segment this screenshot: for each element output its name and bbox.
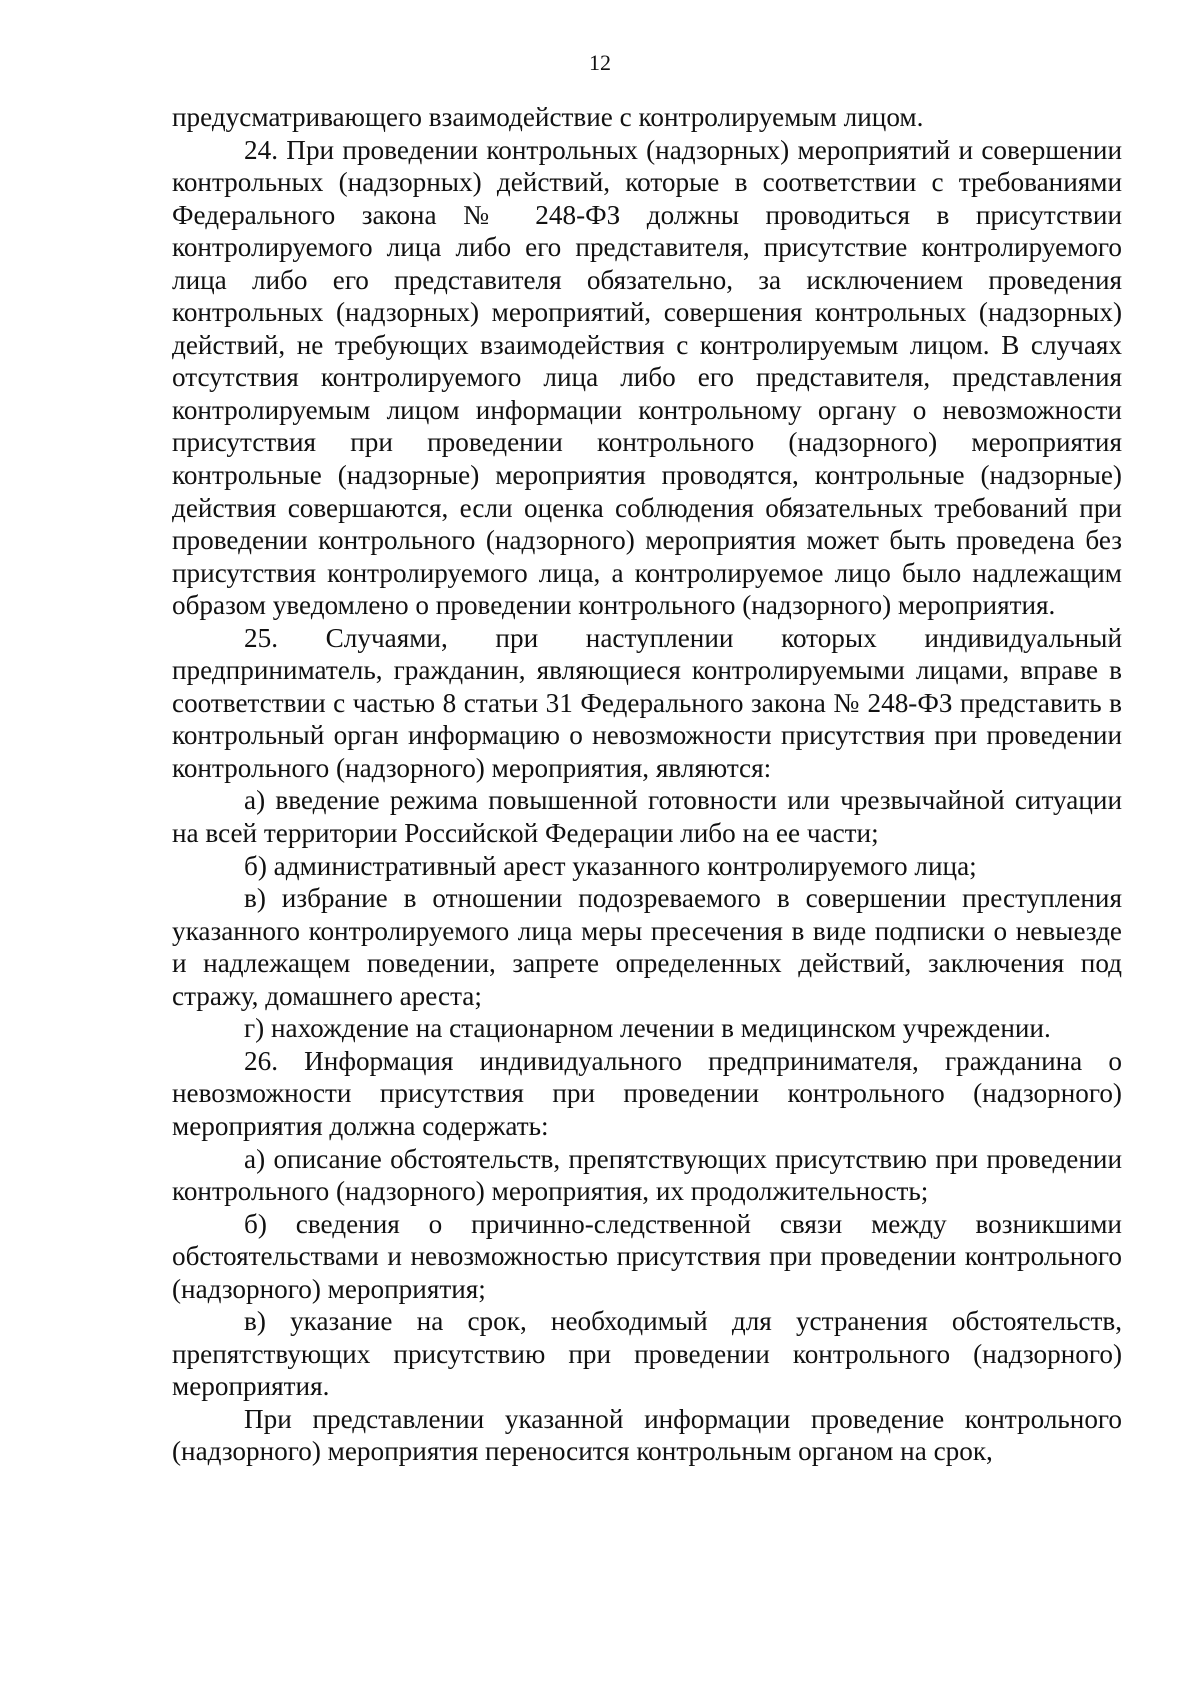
- paragraph-item-24: 24. При проведении контрольных (надзорных) мероприятий и совершении контрольных (надзорных) действий, которые в соответствии с требованиями Федерального закона № 248-ФЗ должны проводиться в присутствии контролируемого лица либо его представителя, присутствие контролируемого лица либо его представителя обязательно, за исключением проведения контрольных (надзорных) мероприятий, совершения контрольных (надзорных) действий, не требующих взаимодействия с контролируемым лицом. В случаях отсутствия контролируемого лица либо его представителя, представления контролируемым лицом информации контрольному органу о невозможности присутствия при проведении контрольного (надзорного) мероприятия контрольные (надзорные) мероприятия проводятся, контрольные (надзорные) действия совершаются, если оценка соблюдения обязательных требований при проведении контрольного (надзорного) мероприятия может быть проведена без присутствия контролируемого лица, а контролируемое лицо было надлежащим образом уведомлено о проведении контрольного (надзорного) мероприятия.: [172, 134, 1122, 621]
- paragraph-item-26: 26. Информация индивидуального предпринимателя, гражданина о невозможности присутствия при проведении контрольного (надзорного) мероприятия должна содержать:: [172, 1045, 1122, 1141]
- document-body: [172, 101, 1122, 1468]
- subitem-v-26: в) указание на срок, необходимый для устранения обстоятельств, препятствующих присутствию при проведении контрольного (надзорного) мероприятия.: [172, 1306, 1122, 1402]
- subitem-g: г) нахождение на стационарном лечении в медицинском учреждении.: [244, 1013, 1051, 1044]
- paragraph-item-25: 25. Случаями, при наступлении которых индивидуальный предприниматель, гражданин, являющиеся контролируемыми лицами, вправе в соответствии с частью 8 статьи 31 Федерального закона № 248-ФЗ представить в контрольный орган информацию о невозможности присутствия при проведении контрольного (надзорного) мероприятия, являются:: [172, 622, 1122, 783]
- paragraph-final: При представлении указанной информации проведение контрольного (надзорного) мероприятия переносится контрольным органом на срок,: [172, 1403, 1122, 1467]
- subitem-b: б) административный арест указанного контролируемого лица;: [244, 850, 977, 881]
- subitem-a-26: а) описание обстоятельств, препятствующих присутствию при проведении контрольного (надзорного) мероприятия, их продолжительность;: [172, 1143, 1122, 1207]
- subitem-b-26: б) сведения о причинно-следственной связи между возникшими обстоятельствами и невозможностью присутствия при проведении контрольного (надзорного) мероприятия;: [172, 1208, 1122, 1304]
- paragraph-continuation: предусматривающего взаимодействие с контролируемым лицом.: [172, 102, 924, 132]
- page-number: 12: [589, 50, 611, 75]
- subitem-v: в) избрание в отношении подозреваемого в совершении преступления указанного контролируемого лица меры пресечения в виде подписки о невыезде и надлежащем поведении, запрете определенных действий, заключения под стражу, домашнего ареста;: [172, 883, 1122, 1011]
- subitem-a: а) введение режима повышенной готовности или чрезвычайной ситуации на всей территории Российской Федерации либо на ее части;: [172, 785, 1122, 849]
